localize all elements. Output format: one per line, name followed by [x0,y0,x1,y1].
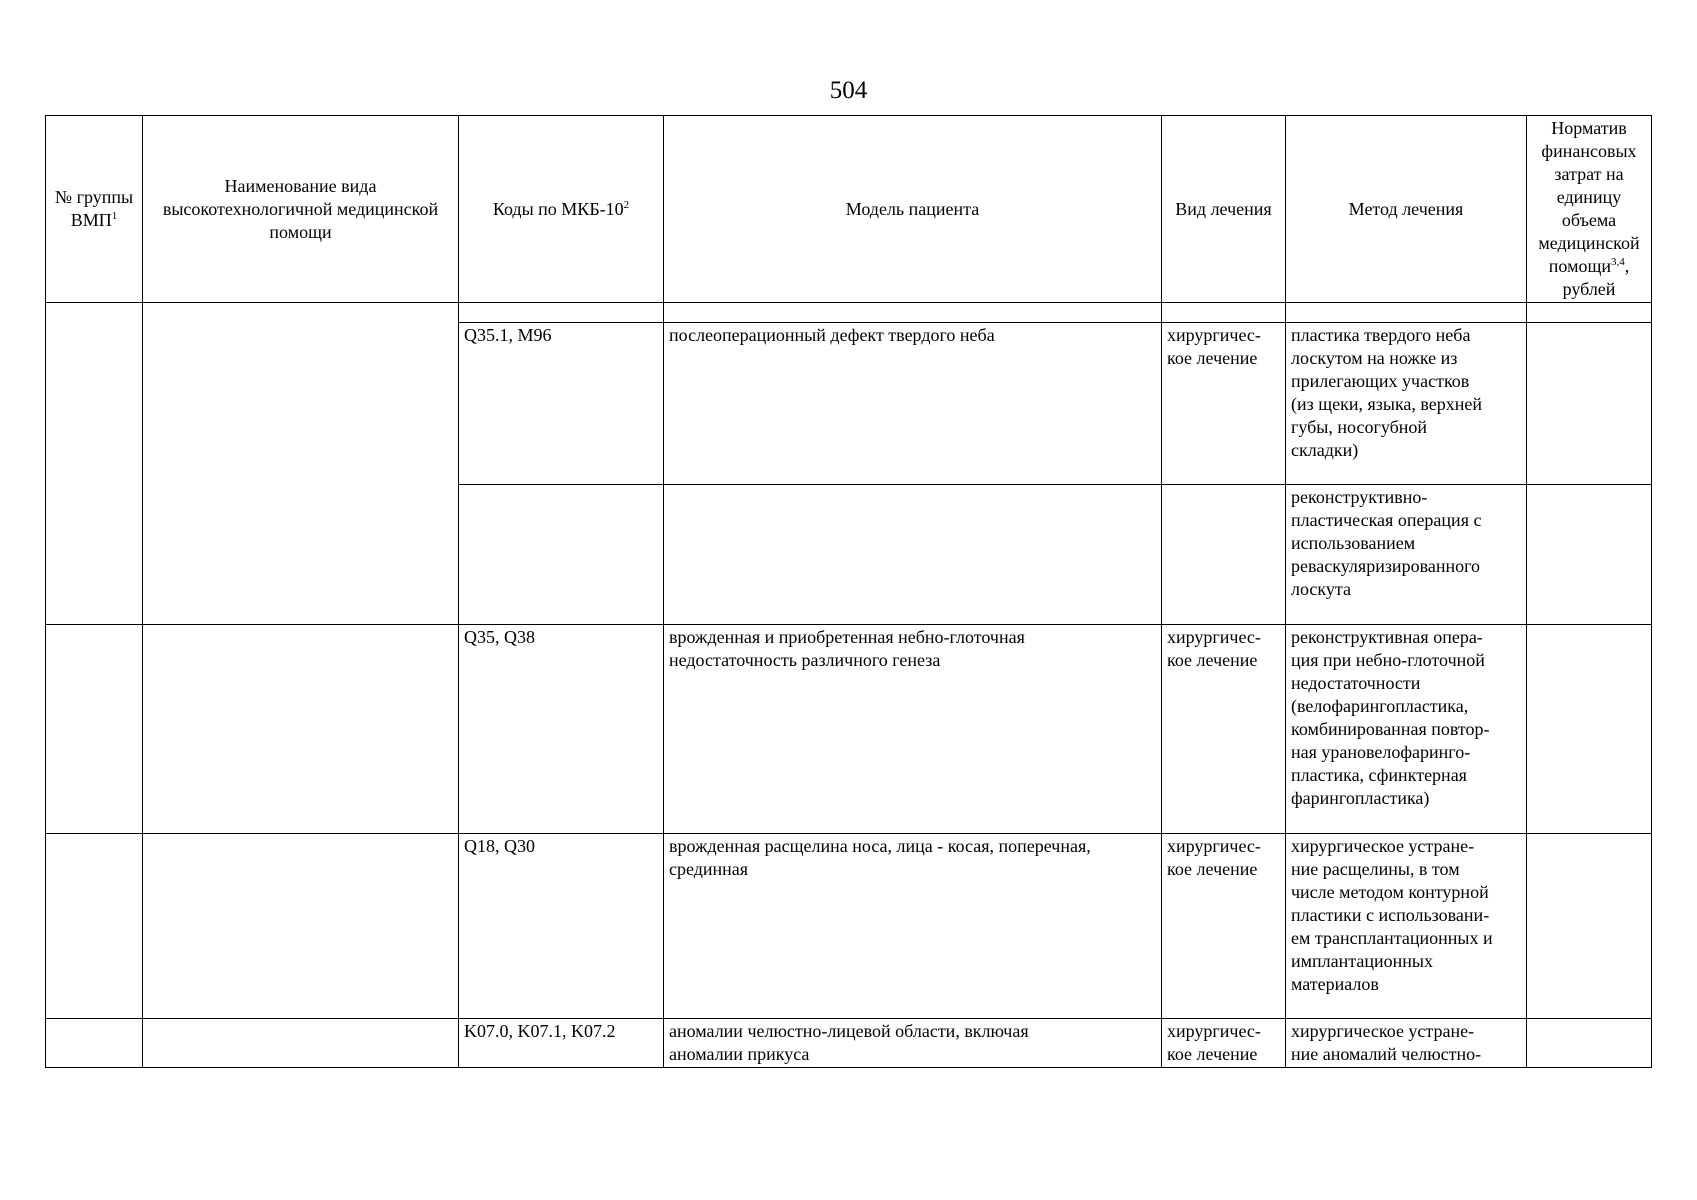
table-row [46,1019,1652,1068]
model-cell: врожденная расщелина носа, лица - косая, поперечная, срединная [664,834,1162,1019]
codes-cell: Q35, Q38 [459,625,664,834]
codes-cell [459,485,664,625]
group-no-cell [46,323,143,625]
name-cell [143,834,459,1019]
name-cell [143,625,459,834]
header-patient-model: Модель пациента [664,116,1162,303]
group-no-cell [46,625,143,834]
codes-cell: Q35.1, M96 [459,323,664,485]
model-cell: послеоперационный дефект твердого неба [664,323,1162,485]
method-cell: реконструктивно- пластическая операция с использованием реваскуляризированного лоскута [1286,485,1527,625]
type-cell: хирургичес- кое лечение [1162,834,1286,1019]
model-cell: аномалии челюстно-лицевой области, включая аномалии прикуса [664,1019,1162,1068]
group-no-cell [46,834,143,1019]
table-row [46,323,1652,485]
method-cell: хирургическое устране- ние расщелины, в том числе методом контурной пластики с использовани- ем трансплантационных и имплантационных материалов [1286,834,1527,1019]
vmp-table [45,115,1652,1068]
codes-cell: K07.0, K07.1, K07.2 [459,1019,664,1068]
table-row [46,834,1652,1019]
header-name: Наименование вида высокотехнологичной медицинской помощи [143,116,459,303]
cost-cell [1527,625,1652,834]
cost-cell [1527,323,1652,485]
type-cell [1162,485,1286,625]
cost-cell [1527,834,1652,1019]
header-cost: Норматив финансовых затрат на единицу объема медицинской помощи$^{3,4}$, рублей [1527,116,1652,303]
type-cell: хирургичес- кое лечение [1162,1019,1286,1068]
header-group-no: № группы ВМП$^1$ [46,116,143,303]
codes-cell: Q18, Q30 [459,834,664,1019]
header-treatment-type: Вид лечения [1162,116,1286,303]
header-treatment-method: Метод лечения [1286,116,1527,303]
header-codes: Коды по МКБ-$10^2$ [459,116,664,303]
model-cell [664,485,1162,625]
method-cell: хирургическое устране- ние аномалий челюстно- [1286,1019,1527,1068]
table-header-row [46,116,1652,303]
method-cell: реконструктивная опера- ция при небно-глоточной недостаточности (велофарингопластика, комбинированная повтор- ная урановелофаринго- пластика, сфинктерная фарингопластика) [1286,625,1527,834]
page-number: 504 [829,77,868,104]
method-cell: пластика твердого неба лоскутом на ножке из прилегающих участков (из щеки, языка, верхней губы, носогубной складки) [1286,323,1527,485]
name-cell [143,1019,459,1068]
type-cell: хирургичес- кое лечение [1162,323,1286,485]
type-cell: хирургичес- кое лечение [1162,625,1286,834]
table-row [46,625,1652,834]
cost-cell [1527,485,1652,625]
cost-cell [1527,1019,1652,1068]
name-cell [143,323,459,625]
group-no-cell [46,1019,143,1068]
model-cell: врожденная и приобретенная небно-глоточная недостаточность различного генеза [664,625,1162,834]
table-spacer-row [46,303,1652,323]
